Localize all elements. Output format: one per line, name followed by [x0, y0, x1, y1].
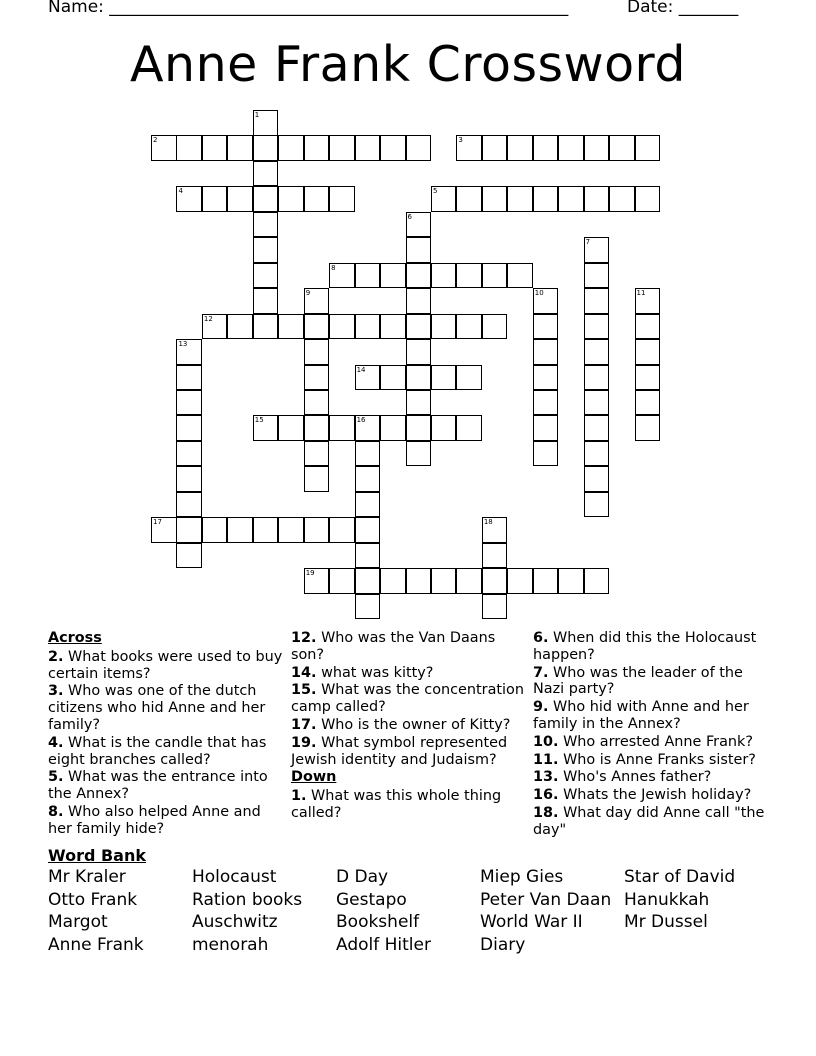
cell-number: 4: [178, 187, 183, 196]
grid-cell[interactable]: [635, 186, 661, 212]
cell-number: 11: [636, 289, 646, 298]
grid-cell[interactable]: [533, 186, 559, 212]
clue: [533, 630, 773, 664]
word-bank-word: Hanukkah: [624, 889, 710, 910]
clue: [533, 734, 773, 751]
grid-cell[interactable]: [507, 263, 533, 289]
grid-cell[interactable]: [176, 390, 202, 416]
grid-cell[interactable]: [635, 339, 661, 365]
grid-cell[interactable]: [253, 161, 279, 187]
grid-cell[interactable]: [456, 263, 482, 289]
grid-cell[interactable]: [406, 390, 432, 416]
grid-cell[interactable]: [533, 568, 559, 594]
grid-cell[interactable]: [355, 415, 381, 441]
grid-cell[interactable]: [533, 441, 559, 467]
word-bank-word: Gestapo: [336, 889, 407, 910]
grid-cell[interactable]: [329, 568, 355, 594]
clue: [48, 649, 283, 683]
grid-cell[interactable]: [456, 568, 482, 594]
word-bank-word: Adolf Hitler: [336, 934, 431, 955]
word-bank-word: Diary: [480, 934, 526, 955]
cell-number: 19: [305, 569, 315, 578]
grid-cell[interactable]: [635, 314, 661, 340]
grid-cell[interactable]: [176, 339, 202, 365]
grid-cell[interactable]: [482, 568, 508, 594]
grid-cell[interactable]: [151, 135, 177, 161]
clue-text: Whats the Jewish holiday?: [558, 787, 752, 804]
grid-cell[interactable]: [304, 415, 330, 441]
grid-cell[interactable]: [380, 568, 406, 594]
grid-cell[interactable]: [355, 517, 381, 543]
grid-cell[interactable]: [456, 135, 482, 161]
clue-text: Who was the leader of the Nazi party?: [533, 664, 743, 698]
clue: [48, 804, 283, 838]
grid-cell[interactable]: [533, 365, 559, 391]
grid-cell[interactable]: [507, 135, 533, 161]
word-bank-word: Margot: [48, 912, 108, 932]
grid-cell[interactable]: [609, 135, 635, 161]
grid-cell[interactable]: [584, 415, 610, 441]
grid-cell[interactable]: [406, 288, 432, 314]
clue-text: What was the entrance into the Annex?: [48, 769, 268, 803]
grid-cell[interactable]: [176, 517, 202, 543]
grid-cell[interactable]: [431, 263, 457, 289]
word-bank-word: Peter Van Daan: [480, 889, 612, 910]
clue-text: Who also helped Anne and her family hide?: [48, 803, 261, 837]
grid-cell[interactable]: [558, 568, 584, 594]
grid-cell[interactable]: [406, 365, 432, 391]
clue-number: 15.: [291, 682, 317, 699]
grid-cell[interactable]: [635, 288, 661, 314]
clue-text: Who was one of the dutch citizens who hid Anne and her family?: [48, 683, 266, 733]
grid-cell[interactable]: [482, 135, 508, 161]
grid-cell[interactable]: [253, 110, 279, 136]
grid-cell[interactable]: [533, 390, 559, 416]
date-line: Date: _______: [627, 0, 739, 17]
grid-cell[interactable]: [533, 339, 559, 365]
grid-cell[interactable]: [406, 237, 432, 263]
cell-number: 8: [331, 263, 336, 272]
grid-cell[interactable]: [584, 288, 610, 314]
clue-number: 5.: [48, 769, 64, 786]
grid-cell[interactable]: [584, 365, 610, 391]
grid-cell[interactable]: [278, 135, 304, 161]
down-title: Down: [291, 769, 337, 786]
cell-number: 17: [153, 518, 162, 527]
grid-cell[interactable]: [176, 135, 202, 161]
grid-cell[interactable]: [304, 441, 330, 467]
grid-cell[interactable]: [355, 543, 381, 569]
clue-number: 1.: [291, 788, 307, 805]
grid-cell[interactable]: [584, 492, 610, 518]
grid-cell[interactable]: [176, 492, 202, 518]
grid-cell[interactable]: [482, 543, 508, 569]
grid-cell[interactable]: [558, 186, 584, 212]
grid-cell[interactable]: [329, 263, 355, 289]
grid-cell[interactable]: [533, 415, 559, 441]
grid-cell[interactable]: [253, 263, 279, 289]
clue: [533, 787, 773, 804]
grid-cell[interactable]: [482, 263, 508, 289]
grid-cell[interactable]: [380, 314, 406, 340]
clue-number: 4.: [48, 734, 64, 751]
clue: [291, 682, 526, 716]
word-bank-word: D Day: [336, 867, 389, 887]
grid-cell[interactable]: [253, 415, 279, 441]
grid-cell[interactable]: [151, 517, 177, 543]
grid-cell[interactable]: [456, 415, 482, 441]
grid-cell[interactable]: [355, 492, 381, 518]
grid-cell[interactable]: [278, 186, 304, 212]
clue-text: What was the concentration camp called?: [291, 682, 524, 716]
grid-cell[interactable]: [584, 339, 610, 365]
clue: [291, 665, 526, 682]
grid-cell[interactable]: [329, 186, 355, 212]
grid-cell[interactable]: [176, 415, 202, 441]
grid-cell[interactable]: [482, 186, 508, 212]
grid-cell[interactable]: [253, 288, 279, 314]
grid-cell[interactable]: [406, 263, 432, 289]
grid-cell[interactable]: [355, 594, 381, 620]
grid-cell[interactable]: [406, 441, 432, 467]
clue: [533, 699, 773, 733]
grid-cell[interactable]: [635, 415, 661, 441]
grid-cell[interactable]: [227, 186, 253, 212]
grid-cell[interactable]: [584, 568, 610, 594]
grid-cell[interactable]: [304, 314, 330, 340]
clue: [291, 717, 526, 734]
grid-cell[interactable]: [533, 135, 559, 161]
word-bank-word: Mr Dussel: [624, 912, 708, 932]
grid-cell[interactable]: [253, 186, 279, 212]
word-bank-word: Otto Frank: [48, 889, 138, 910]
clue-number: 14.: [291, 664, 317, 681]
grid-cell[interactable]: [584, 186, 610, 212]
clue-number: 16.: [533, 787, 559, 804]
word-bank-word: Auschwitz: [192, 912, 278, 932]
grid-cell[interactable]: [253, 135, 279, 161]
grid-cell[interactable]: [584, 466, 610, 492]
clue-text: Who is Anne Franks sister?: [558, 751, 756, 768]
grid-cell[interactable]: [176, 365, 202, 391]
cell-number: 12: [203, 314, 213, 323]
clue: [48, 735, 283, 769]
clue-number: 6.: [533, 630, 549, 646]
grid-cell[interactable]: [355, 263, 381, 289]
grid-cell[interactable]: [635, 390, 661, 416]
grid-cell[interactable]: [584, 441, 610, 467]
clue-number: 8.: [48, 803, 64, 820]
clue-text: what was kitty?: [316, 664, 434, 681]
grid-cell[interactable]: [304, 288, 330, 314]
clue-number: 18.: [533, 804, 559, 821]
grid-cell[interactable]: [202, 517, 228, 543]
grid-cell[interactable]: [431, 365, 457, 391]
word-bank-word: menorah: [192, 934, 269, 955]
cell-number: 1: [254, 111, 260, 119]
grid-cell[interactable]: [507, 186, 533, 212]
clue-number: 3.: [48, 683, 64, 700]
grid-cell[interactable]: [456, 314, 482, 340]
grid-cell[interactable]: [431, 314, 457, 340]
grid-cell[interactable]: [329, 314, 355, 340]
grid-cell[interactable]: [176, 466, 202, 492]
clues-column-1: [48, 630, 283, 839]
clue-number: 10.: [533, 733, 559, 750]
clue-number: 17.: [291, 716, 317, 733]
grid-cell[interactable]: [202, 314, 228, 340]
clue-text: What books were used to buy certain items?: [48, 648, 283, 682]
grid-cell[interactable]: [278, 517, 304, 543]
grid-cell[interactable]: [329, 135, 355, 161]
clue-text: What day did Anne call "the day": [533, 804, 765, 838]
grid-cell[interactable]: [431, 568, 457, 594]
grid-cell[interactable]: [380, 415, 406, 441]
clue-text: Who is the owner of Kitty?: [316, 716, 511, 733]
grid-cell[interactable]: [609, 186, 635, 212]
across-title: Across: [48, 630, 102, 646]
cell-number: 9: [305, 289, 311, 298]
clues-column-2: [291, 630, 526, 823]
grid-cell[interactable]: [355, 466, 381, 492]
clue: [533, 752, 773, 769]
cell-number: 7: [585, 238, 591, 247]
cell-number: 14: [356, 365, 366, 374]
word-bank-word: Ration books: [192, 889, 303, 910]
grid-cell[interactable]: [355, 441, 381, 467]
cell-number: 6: [407, 212, 412, 221]
grid-cell[interactable]: [304, 339, 330, 365]
grid-cell[interactable]: [406, 314, 432, 340]
word-bank-word: Star of David: [624, 867, 736, 887]
grid-cell[interactable]: [227, 314, 253, 340]
grid-cell[interactable]: [202, 186, 228, 212]
grid-cell[interactable]: [635, 365, 661, 391]
grid-cell[interactable]: [406, 135, 432, 161]
grid-cell[interactable]: [482, 517, 508, 543]
grid-cell[interactable]: [406, 568, 432, 594]
clue-number: 19.: [291, 734, 317, 751]
clue-text: Who arrested Anne Frank?: [558, 733, 754, 750]
clues-column-3: [533, 630, 773, 840]
grid-cell[interactable]: [355, 314, 381, 340]
cell-number: 18: [483, 518, 493, 527]
grid-cell[interactable]: [227, 517, 253, 543]
cell-number: 10: [534, 289, 544, 298]
word-bank-word: Bookshelf: [336, 912, 420, 932]
grid-cell[interactable]: [227, 135, 253, 161]
cell-number: 16: [356, 416, 366, 425]
grid-cell[interactable]: [176, 543, 202, 569]
grid-cell[interactable]: [406, 415, 432, 441]
grid-cell[interactable]: [584, 237, 610, 263]
grid-cell[interactable]: [635, 135, 661, 161]
grid-cell[interactable]: [355, 135, 381, 161]
grid-cell[interactable]: [406, 212, 432, 238]
clue: [291, 788, 526, 822]
grid-cell[interactable]: [584, 135, 610, 161]
clue-text: What symbol represented Jewish identity and Judaism?: [291, 734, 508, 768]
cell-number: 3: [458, 136, 463, 145]
grid-cell[interactable]: [584, 314, 610, 340]
grid-cell[interactable]: [278, 415, 304, 441]
grid-cell[interactable]: [431, 415, 457, 441]
clue-number: 11.: [533, 751, 559, 768]
grid-cell[interactable]: [278, 314, 304, 340]
clue-text: What is the candle that has eight branches called?: [48, 734, 267, 768]
word-bank-word: Miep Gies: [480, 867, 564, 887]
grid-cell[interactable]: [253, 314, 279, 340]
clue-text: Who's Annes father?: [558, 769, 712, 786]
cell-number: 15: [254, 416, 264, 425]
word-bank-title: Word Bank: [48, 846, 147, 865]
grid-cell[interactable]: [304, 466, 330, 492]
grid-cell[interactable]: [304, 390, 330, 416]
grid-cell[interactable]: [202, 135, 228, 161]
clue-number: 13.: [533, 769, 559, 786]
cell-number: 5: [432, 187, 438, 196]
clue-number: 12.: [291, 630, 317, 646]
grid-cell[interactable]: [304, 568, 330, 594]
clue-text: Who was the Van Daans son?: [291, 630, 496, 663]
word-bank-word: World War II: [480, 912, 583, 932]
page-title: Anne Frank Crossword: [130, 36, 686, 93]
grid-cell[interactable]: [329, 415, 355, 441]
cell-number: 13: [178, 340, 188, 349]
grid-cell[interactable]: [380, 365, 406, 391]
cell-number: 2: [153, 136, 158, 145]
grid-cell[interactable]: [533, 314, 559, 340]
grid-cell[interactable]: [355, 568, 381, 594]
grid-cell[interactable]: [380, 135, 406, 161]
grid-cell[interactable]: [253, 237, 279, 263]
grid-cell[interactable]: [507, 568, 533, 594]
grid-cell[interactable]: [482, 314, 508, 340]
clue: [291, 630, 526, 664]
grid-cell[interactable]: [253, 517, 279, 543]
clue: [48, 769, 283, 803]
clue: [48, 683, 283, 733]
grid-cell[interactable]: [482, 594, 508, 620]
clue-number: 7.: [533, 664, 549, 681]
grid-cell[interactable]: [304, 135, 330, 161]
clue-text: Who hid with Anne and her family in the Annex?: [533, 699, 749, 732]
grid-cell[interactable]: [456, 365, 482, 391]
word-bank-word: Holocaust: [192, 867, 277, 887]
name-line: Name: ______________________________________________________: [48, 0, 569, 17]
grid-cell[interactable]: [176, 441, 202, 467]
grid-cell[interactable]: [304, 186, 330, 212]
grid-cell[interactable]: [176, 186, 202, 212]
grid-cell[interactable]: [456, 186, 482, 212]
clue-text: When did this the Holocaust happen?: [533, 630, 757, 663]
grid-cell[interactable]: [584, 263, 610, 289]
word-bank-word: Mr Kraler: [48, 867, 126, 887]
grid-cell[interactable]: [431, 186, 457, 212]
clue-number: 9.: [533, 699, 549, 716]
clue: [291, 735, 526, 769]
clue-text: What was this whole thing called?: [291, 788, 502, 821]
grid-cell[interactable]: [584, 390, 610, 416]
word-bank-word: Anne Frank: [48, 934, 144, 955]
grid-cell[interactable]: [533, 288, 559, 314]
clue: [533, 805, 773, 839]
grid-cell[interactable]: [355, 365, 381, 391]
grid-cell[interactable]: [380, 263, 406, 289]
grid-cell[interactable]: [329, 517, 355, 543]
clue: [533, 665, 773, 699]
grid-cell[interactable]: [558, 135, 584, 161]
grid-cell[interactable]: [304, 365, 330, 391]
grid-cell[interactable]: [253, 212, 279, 238]
clue-number: 2.: [48, 648, 64, 665]
grid-cell[interactable]: [304, 517, 330, 543]
grid-cell[interactable]: [406, 339, 432, 365]
clue: [533, 769, 773, 786]
